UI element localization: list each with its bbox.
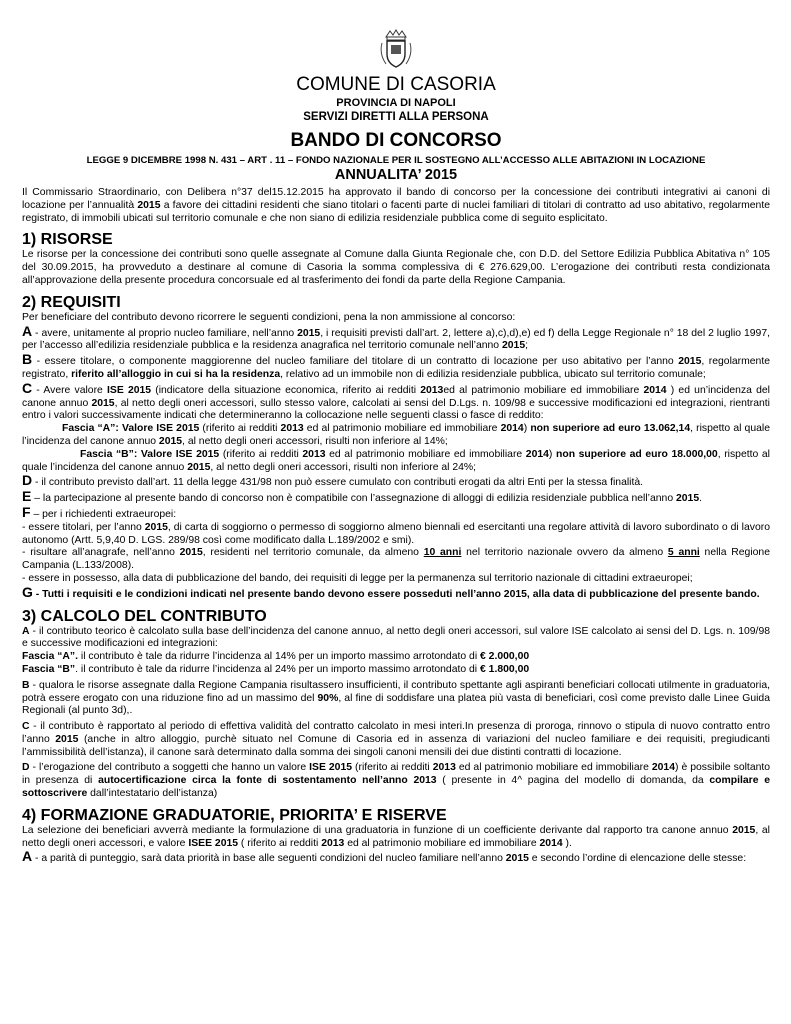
province-name: PROVINCIA DI NAPOLI — [336, 97, 456, 109]
year-heading: ANNUALITA’ 2015 — [334, 167, 458, 183]
document-title: BANDO DI CONCORSO — [290, 130, 502, 151]
calcolo-c: C - il contributo è rapportato al periodo di effettiva validità del contratto calcolato in mesi interi.In presenza di proroga, rinnovo o stipula di nuovo contratto entro l’anno 2015 (anche in altro alloggio, purchè situato nel Comune di Casoria ed in assenza di variazioni del nucleo familiare e dei requisiti, pregiudicanti l’ammissibilità dell’istanza), il canone sarà determinato dalla somma dei singoli canoni mensili dei due distinti contratti di locazione. — [22, 721, 770, 758]
risorse-paragraph: Le risorse per la concessione dei contributi sono quelle assegnate al Comune dalla Giunta Regionale che, con D.D. del Settore Edilizia Pubblica Abitativa n° 105 del 30.09.2015, ha provveduto a destinare al comune di Casoria la somma complessiva di € 276.629,00. L’erogazione dei contributi resta condizionata all’approvazione della presente procedura concorsuale ed al trasferimento dei fondi da parte della Regione Campania. — [22, 249, 770, 286]
section-title-requisiti: 2) REQUISITI — [22, 293, 121, 311]
calcolo-fascia-b: Fascia “B”. il contributo è tale da ridurre l’incidenza al 24% per un importo massimo arrotondato di € 1.800,00 — [22, 663, 530, 675]
requisito-f-2: - risultare all’anagrafe, nell’anno 2015, residenti nel territorio comunale, da almeno 10 anni nel territorio nazionale ovvero da almeno 5 anni nella Regione Campania (L.133/2008). — [22, 547, 770, 572]
requisito-g: G - Tutti i requisiti e le condizioni indicati nel presente bando devono essere posseduti nell’anno 2015, alla data di pubblicazione del presente bando. — [22, 583, 760, 600]
intro-paragraph: Il Commissario Straordinario, con Delibera n°37 del15.12.2015 ha approvato il bando di concorso per la concessione dei contributi integrativi ai canoni di locazione per l’annualità 2015 a favore dei cittadini residenti che siano titolari o facenti parte di nuclei familiari di titolari di contratto ad uso abitativo, regolarmente registrato, di immobili ubicati sul territorio comunale e che non siano di edilizia residenziale pubblica come di seguito esplicitato. — [22, 187, 771, 224]
fascia-a: Fascia “A”: Valore ISE 2015 (riferito ai redditi 2013 ed al patrimonio mobiliare ed immobiliare 2014) non superiore ad euro 13.062,14, rispetto al quale l’incidenza del canone annuo 2015, al netto degli oneri accessori, risulti non inferiore al 14%; — [22, 423, 770, 447]
requisito-f-3: - essere in possesso, alla data di pubblicazione del bando, dei requisiti di legge per la permanenza sul territorio nazionale di cittadini extraeuropei; — [22, 572, 693, 584]
section-title-graduatorie: 4) FORMAZIONE GRADUATORIE, PRIORITA’ E RISERVE — [22, 806, 447, 824]
calcolo-d: D - l’erogazione del contributo a soggetti che hanno un valore ISE 2015 (riferito ai redditi 2013 ed al patrimonio mobiliare ed immobiliare 2014) è possibile soltanto in presenza di autocertificazione circa la fonte di sostentamento nell’anno 2013 ( presente in 4^ pagina del modello di domanda, da compilare e sottoscrivere dall’intestatario dell’istanza) — [22, 762, 771, 800]
fascia-b: Fascia “B”: Valore ISE 2015 (riferito ai redditi 2013 ed al patrimonio mobiliare ed immobiliare 2014) non superiore ad euro 18.000,00, rispetto al quale l’incidenza del canone annuo 2015, al netto degli oneri accessori, risulti non inferiore al 24%; — [22, 448, 770, 473]
graduatorie-a: A - a parità di punteggio, sarà data priorità in base alle seguenti condizioni del nucleo familiare nell’anno 2015 e secondo l’ordine di elencazione delle stesse: — [22, 848, 747, 865]
requisito-f-1: - essere titolari, per l’anno 2015, di carta di soggiorno o permesso di soggiorno almeno biennali ed esercitanti una regolare attività di lavoro subordinato o di lavoro autonomo (Artt. 5,9,40 D. LGS. 289/98 così come modificato dalla L.189/2002 e smi). — [22, 521, 770, 546]
requisiti-intro: Per beneficiare del contributo devono ricorrere le seguenti condizioni, pena la non ammissione al concorso: — [22, 311, 516, 323]
department-name: SERVIZI DIRETTI ALLA PERSONA — [303, 111, 489, 123]
law-reference: LEGGE 9 DICEMBRE 1998 N. 431 – ART . 11 – FONDO NAZIONALE PER IL SOSTEGNO ALL’ACCESSO ALLE ABITAZIONI IN LOCAZIONE — [86, 155, 706, 166]
requisito-d: D - il contributo previsto dall’art. 11 della legge 431/98 non può essere cumulato con contributi erogati da altri Enti per la stessa finalità. — [22, 472, 644, 489]
requisito-a: A - avere, unitamente al proprio nucleo familiare, nell’anno 2015, i requisiti previsti dall’art. 2, lettere a),c),d),e) ed f) della Legge Regionale n° 18 del 2 luglio 1997, per l’accesso all’edilizia residenziale pubblica e la residenza anagrafica nel territorio comunale nell’anno 2015; — [22, 322, 770, 352]
requisito-e: E – la partecipazione al presente bando di concorso non è compatibile con l’assegnazione di alloggi di edilizia residenziale pubblica nell’anno 2015. — [22, 488, 703, 505]
section-title-risorse: 1) RISORSE — [22, 231, 113, 249]
calcolo-a: A - il contributo teorico è calcolato sulla base dell’incidenza del canone annuo, al netto degli oneri accessori, sul valore ISE calcolato ai sensi del D. Lgs. n. 109/98 e successive modificazioni ed integrazioni: — [22, 625, 770, 650]
requisito-f: F – per i richiedenti extraeuropei: — [22, 503, 177, 520]
section-title-calcolo: 3) CALCOLO DEL CONTRIBUTO — [22, 607, 267, 625]
requisito-c: C - Avere valore ISE 2015 (indicatore della situazione economica, riferito ai redditi 2013ed al patrimonio mobiliare ed immobiliare 2014 ) ed un’incidenza del canone annuo 2015, al netto degli oneri accessori, sullo stesso valore, calcolati ai sensi del D.Lgs. n. 109/98 e successive modificazioni ed integrazioni, rientranti entro i valori successivamente indicati che determineranno la collocazione nelle seguenti classi o fasce di reddito: — [22, 379, 770, 422]
calcolo-fascia-a: Fascia “A”. il contributo è tale da ridurre l’incidenza al 14% per un importo massimo arrotondato di € 2.000,00 — [22, 651, 530, 663]
coat-of-arms-icon — [376, 28, 416, 70]
municipality-name: COMUNE DI CASORIA — [296, 74, 496, 95]
calcolo-b: B - qualora le risorse assegnate dalla Regione Campania risultassero insufficienti, il contributo spettante agli aspiranti beneficiari collocati utilmente in graduatoria, potrà essere erogato con una riduzione fino ad un massimo del 90%, al fine di soddisfare una platea più vasta di beneficiari, così come previsto dalle Linee Guida Regionali (al punto 3d),. — [22, 679, 770, 717]
graduatorie-intro: La selezione dei beneficiari avverrà mediante la formulazione di una graduatoria in funzione di un coefficiente derivante dal rapporto tra canone annuo 2015, al netto degli oneri accessori, e valore ISEE 2015 ( riferito ai redditi 2013 ed al patrimonio mobiliare ed immobiliare 2014 ). — [22, 824, 770, 849]
requisito-b: B - essere titolare, o componente maggiorenne del nucleo familiare del titolare di un contratto di locazione per uso abitativo per l’anno 2015, regolarmente registrato, riferito all’alloggio in cui si ha la residenza, relativo ad un immobile non di edilizia residenziale pubblica, ubicato sul territorio comunale; — [22, 351, 770, 380]
document-page — [22, 28, 770, 866]
